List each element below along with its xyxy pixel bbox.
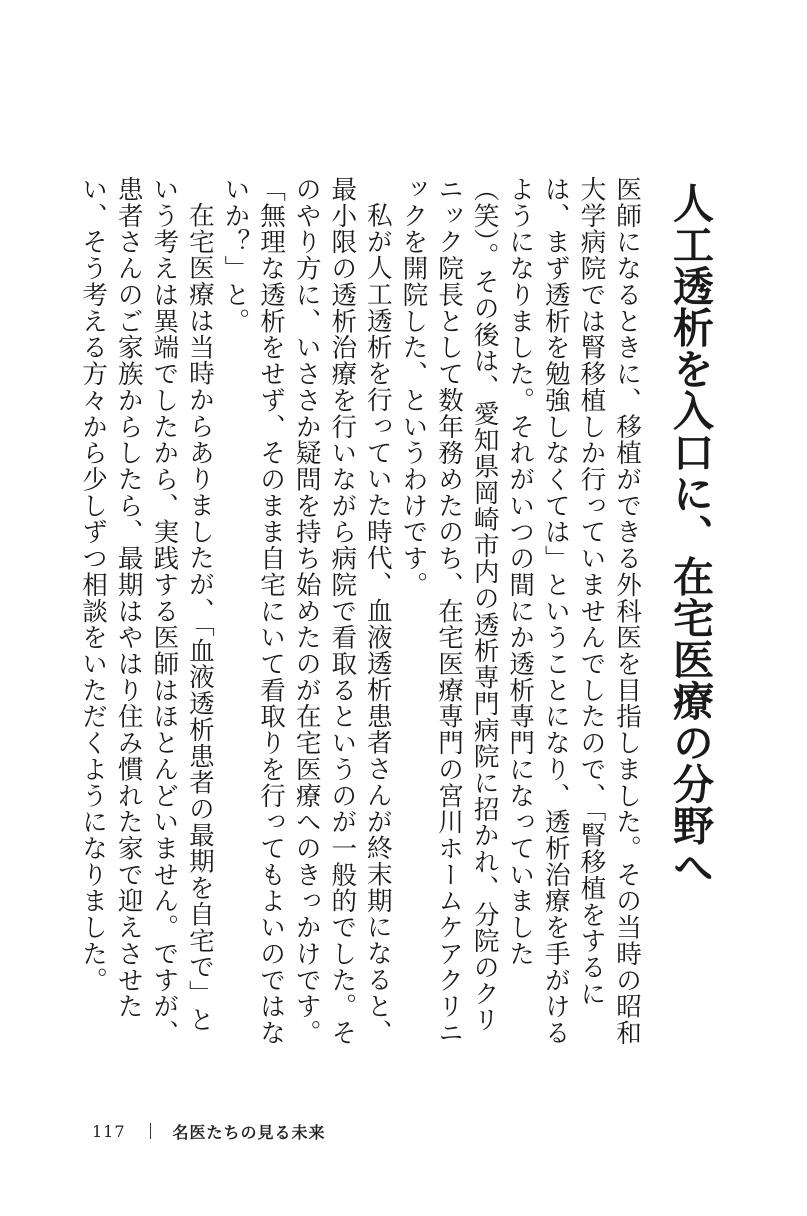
paragraph-1: 医師になるときに、移植ができる外科医を目指しました。その当時の昭和大学病院では腎移植しか行っていませんでしたので、「腎移植をするには、まず透析を勉強しなくては」ということになり、透析治療を手がけるようになりました。それがいつの間にか透析専門になっていました（笑）。その後は、愛知県岡崎市内の透析専門病院に招かれ、分院のクリニック院長として数年務めたのち、在宅医療専門の宮川ホームケアクリニックを開院した、というわけです。 bbox=[398, 176, 642, 1046]
paragraph-3: 在宅医療は当時からありましたが、「血液透析患者の最期を自宅で」という考えは異端でしたから、実践する医師はほとんどいません。ですが、患者さんのご家族からしたら、最期はやはり住み慣れた家で迎えさせたい、そう考える方々から少しずつ相談をいただくようになりました。 bbox=[78, 176, 215, 1046]
paragraph-2: 私が人工透析を行っていた時代、血液透析患者さんが終末期になると、最小限の透析治療を行いながら病院で看取るというのが一般的でした。そのやり方に、いささか疑問を持ち始めたのが在宅医療へのきっかけです。「無理な透析をせず、そのまま自宅にいて看取りを行ってもよいのではないか？」と。 bbox=[220, 176, 393, 1046]
body-text bbox=[78, 176, 644, 1058]
page-footer bbox=[92, 1118, 326, 1144]
running-title: 名医たちの見る未来 bbox=[172, 1122, 326, 1142]
page-number: 117 bbox=[92, 1121, 126, 1141]
chapter-heading: 人工透析を入口に、在宅医療の分野へ bbox=[666, 182, 714, 888]
footer-divider bbox=[150, 1123, 151, 1139]
